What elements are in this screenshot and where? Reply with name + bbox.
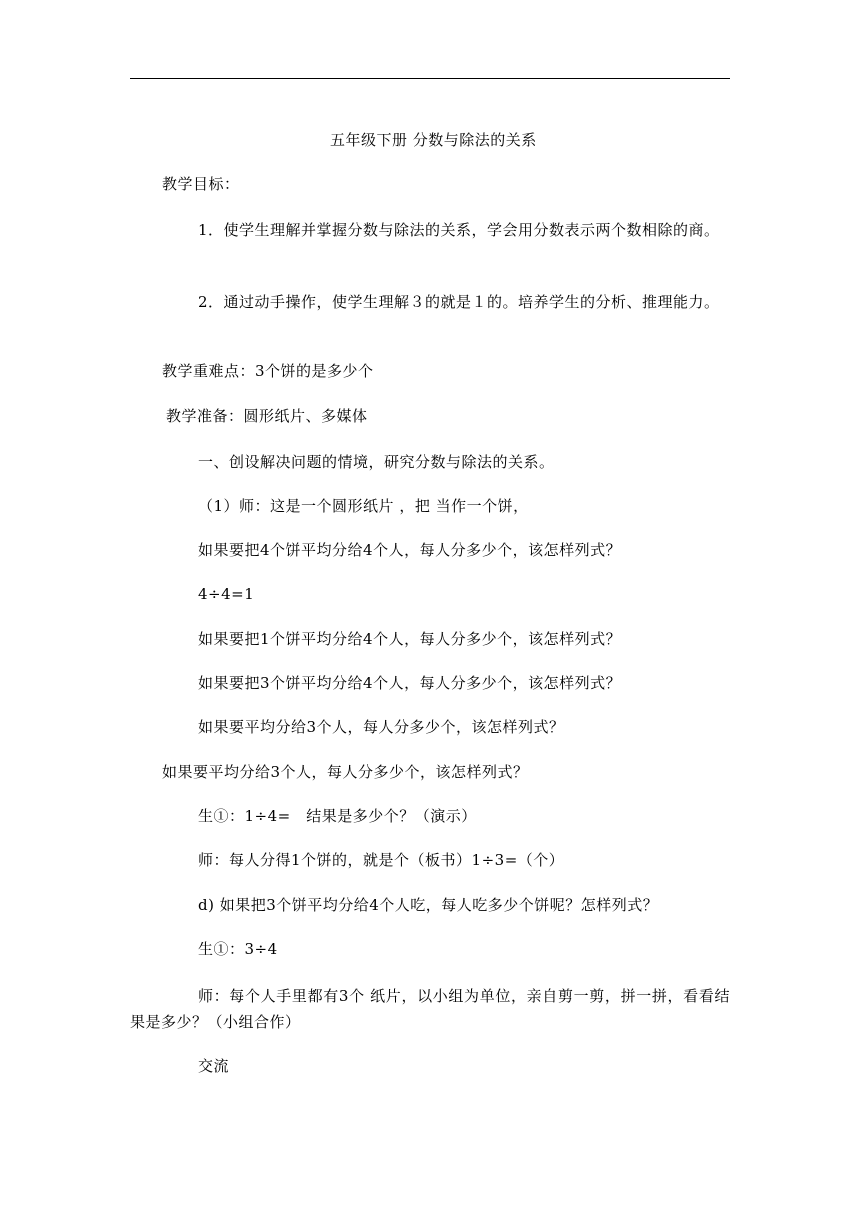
key-points: 教学重难点：3个饼的是多少个 xyxy=(162,362,374,380)
preparation: 教学准备：圆形纸片、多媒体 xyxy=(166,407,368,425)
objectives-heading: 教学目标： xyxy=(162,175,240,193)
paragraph-2: 如果要把4个饼平均分给4个人，每人分多少个，该怎样列式？ xyxy=(198,541,622,559)
paragraph-1: （1）师：这是一个圆形纸片 ，把 当作一个饼， xyxy=(198,497,529,515)
objective-1: 1．使学生理解并掌握分数与除法的关系，学会用分数表示两个数相除的商。 xyxy=(198,221,720,239)
paragraph-10: d) 如果把3个饼平均分给4个人吃，每人吃多少个饼呢？怎样列式？ xyxy=(198,896,659,914)
paragraph-3: 4÷4=1 xyxy=(198,585,255,603)
paragraph-5: 如果要把3个饼平均分给4个人，每人分多少个，该怎样列式？ xyxy=(198,674,622,692)
page-title: 五年级下册 分数与除法的关系 xyxy=(330,131,537,149)
paragraph-9: 师：每人分得1个饼的，就是个（板书）1÷3=（个） xyxy=(198,851,565,869)
header-rule xyxy=(130,78,730,79)
paragraph-13: 交流 xyxy=(198,1057,230,1075)
paragraph-11: 生①：3÷4 xyxy=(198,940,278,958)
paragraph-7: 如果要平均分给3个人，每人分多少个，该怎样列式？ xyxy=(162,763,529,781)
paragraph-12: 师：每个人手里都有3个 纸片，以小组为单位，亲自剪一剪，拼一拼，看看结果是多少？（小组合作） xyxy=(130,987,730,1031)
paragraph-4: 如果要把1个饼平均分给4个人，每人分多少个，该怎样列式？ xyxy=(198,630,622,648)
paragraph-6: 如果要平均分给3个人，每人分多少个，该怎样列式？ xyxy=(198,718,565,736)
paragraph-8: 生①：1÷4= 结果是多少个？（演示） xyxy=(198,807,477,825)
section-heading-1: 一、创设解决问题的情境，研究分数与除法的关系。 xyxy=(198,453,555,471)
objective-2: 2．通过动手操作，使学生理解３的就是１的。培养学生的分析、推理能力。 xyxy=(198,293,720,311)
